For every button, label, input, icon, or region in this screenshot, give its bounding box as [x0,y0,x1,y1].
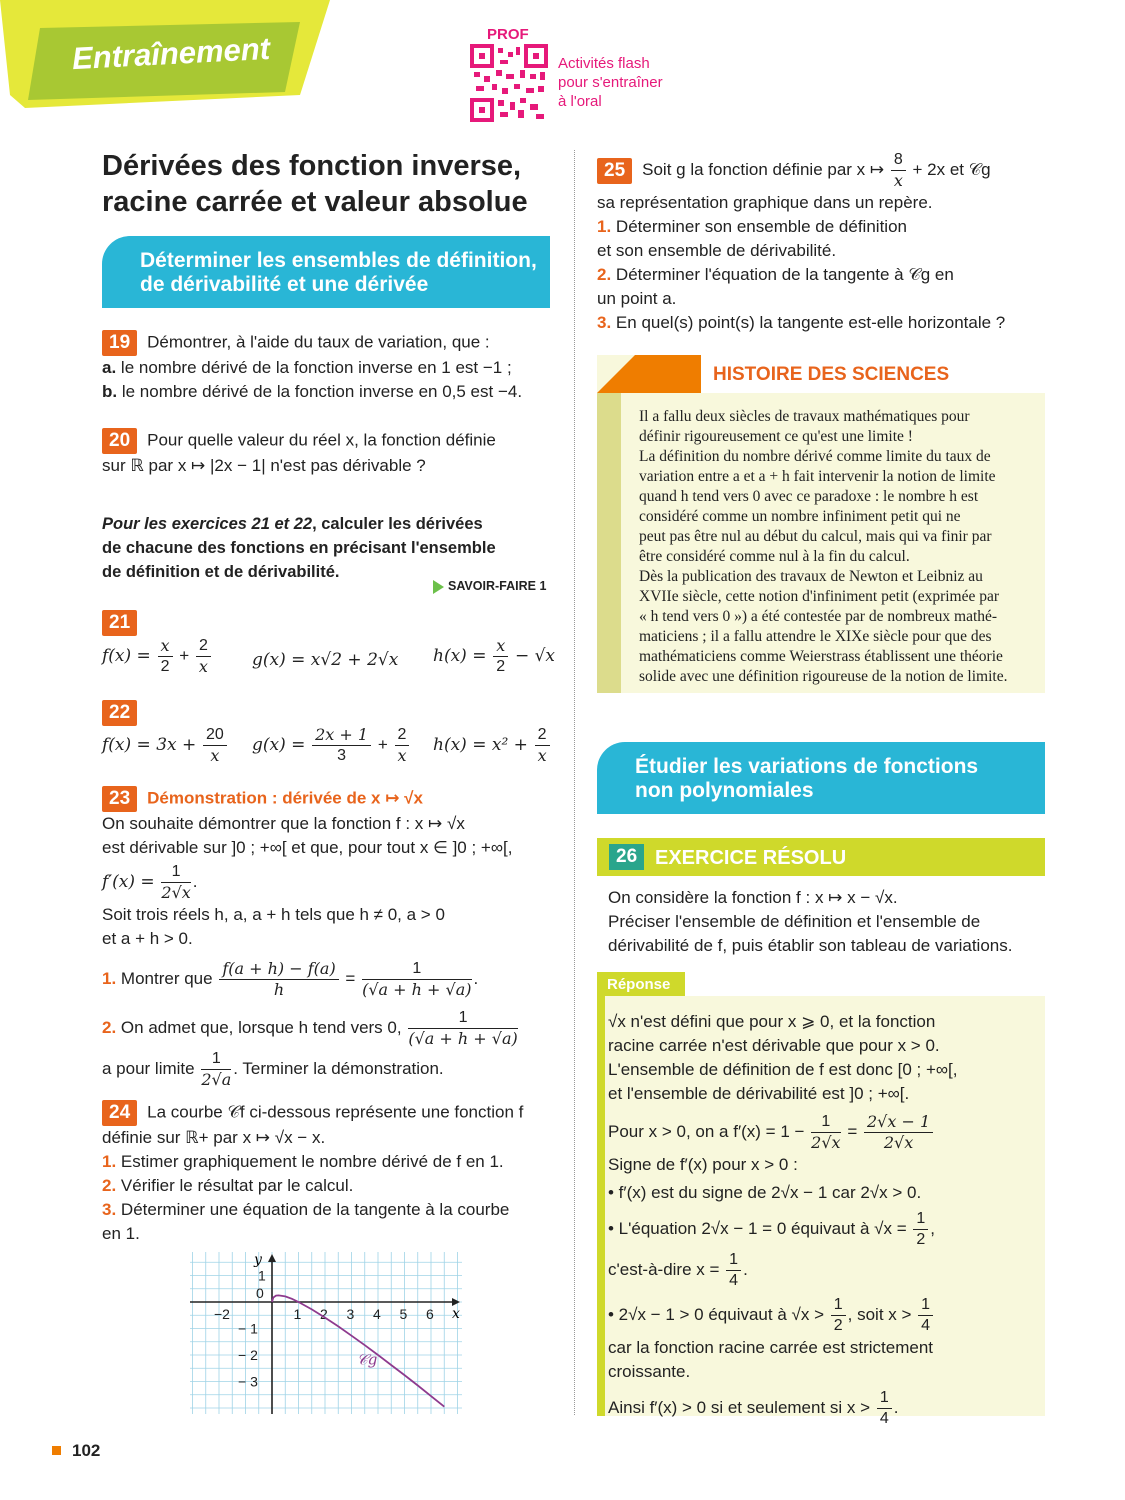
item-text: Montrer que [120,968,213,988]
y-tick-label: − 3 [238,1373,258,1390]
fraction: $\frac{1}{4}$ [877,1388,892,1429]
histoire-line: maticiens ; il a fallu attendre le XIXe siècle pour que des [639,628,992,645]
exercise-22 [102,700,147,726]
ex22-h [433,725,552,766]
fraction: $\frac{1}{2}$ [831,1295,846,1336]
formula-text: . [893,1397,899,1417]
reponse-box [597,996,1045,1427]
item-text: Déterminer une équation de la tangente à la courbe [120,1200,510,1219]
exercise-number: 21 [102,610,137,636]
reponse-line: • L'équation 2√x − 1 = 0 équivaut à √x = [608,1218,907,1238]
function-graph [190,1252,462,1414]
item-text: En quel(s) point(s) la tangente est-elle horizontale ? [615,313,1006,332]
histoire-line: quand h tend vers 0 avec ce paradoxe : le nombre h est [639,488,979,505]
formula-text: + [377,734,388,754]
item-label: 1. [597,217,612,236]
item-label: 3. [102,1200,117,1219]
exercise-text: sa représentation graphique dans un repère. [597,193,933,212]
formula-text: − √x [514,645,556,666]
reponse-line: et l'ensemble de dérivabilité est ]0 ; +∞[. [608,1084,910,1103]
exercise-text: On considère la fonction f : x ↦ x − √x. [608,888,898,907]
histoire-box [597,355,1045,693]
histoire-line: XVIIe siècle, cette notion d'infiniment petit (exprimée par [639,588,1000,605]
instructions-text: , calculer les dérivées [312,515,483,533]
formula-text: f(x) = [102,645,151,666]
x-tick-label: 5 [399,1306,408,1322]
reponse-tag: Réponse [597,972,685,996]
fraction: $\frac{1}{(√a + h + √a)}$ [362,960,472,999]
fraction: $\frac{8}{x}$ [891,150,906,191]
exercise-text: dérivabilité de f, puis établir son tableau de variations. [608,936,1013,955]
y-tick-label: 1 [258,1267,266,1284]
exercise-number: 23 [102,786,137,812]
fraction: $\frac{1}{4}$ [918,1295,933,1336]
instructions [102,512,552,584]
fraction: $\frac{1}{2√x}$ [161,863,191,902]
header-tab-label: Entraînement [71,30,271,77]
item-label: 2. [597,265,612,284]
x-tick-label: 6 [426,1306,434,1322]
x-tick-label: 0 [256,1285,264,1301]
formula-text: h(x) = x² + [433,734,528,755]
exercise-23: 23 Démonstration : dérivée de x ↦ √x On souhaite démontrer que la fonction f : x ↦ √x est dérivable sur ]0 ; +∞[ et que, pour tout x ∈ ]0 ; +∞[, f′(x) = $\frac{1}{2√x}$ . Soit trois réels h, a, a + h tels que h ≠ 0, a > 0 et a + h > 0. 1. Montrer que $\frac{f(a + h) - f(a)}{h}$ = $\frac{1}{(√a + h + √a)}$ . 2. On admet que, lorsque h tend vers 0, $\frac{1}{(√a + h + √a)}$ a pour limite $\frac{1}{2√a}$ . Terminer la démonstration. [102,786,562,1090]
histoire-line: être considéré comme nul à la fin du calcul. [639,548,910,565]
exercise-text: Démontrer, à l'aide du taux de variation, que : [147,332,490,352]
exercise-text: On souhaite démontrer que la fonction f : x ↦ √x [102,814,465,833]
item-label: 3. [597,313,612,332]
exercise-title: Démonstration : dérivée de x ↦ √x [147,788,423,808]
exercise-26-header [597,838,1045,876]
item-text: un point a. [597,289,677,308]
formula-text: = [847,1121,858,1141]
x-tick-label: −2 [214,1306,230,1322]
item-text: le nombre dérivé de la fonction inverse en 1 est −1 ; [120,358,512,377]
item-text: On admet que, lorsque h tend vers 0, [120,1017,402,1037]
qr-caption [558,54,663,111]
formula-text: + [179,645,190,665]
exercise-text: + 2x et 𝒞g [912,159,991,179]
fraction: $\frac{2}{x}$ [395,725,410,766]
chapter-title-line: racine carrée et valeur absolue [102,186,528,218]
graph-background [190,1252,462,1414]
exercise-text: et a + h > 0. [102,929,193,948]
histoire-text [639,407,1031,687]
fraction: $\frac{20}{x}$ [203,725,227,766]
reponse-line: L'ensemble de définition de f est donc [0 ; +∞[, [608,1060,958,1079]
item-label: 2. [102,1176,117,1195]
item-text: Estimer graphiquement le nombre dérivé de f en 1. [120,1152,504,1171]
exercise-title: EXERCICE RÉSOLU [655,847,847,869]
y-axis-label: y [254,1252,262,1268]
formula-text: f′(x) = [102,871,155,892]
reponse-line: Signe de f′(x) pour x > 0 : [608,1155,798,1174]
histoire-line: La définition du nombre dérivé comme limite du taux de [639,448,991,465]
formula-text: h(x) = [433,645,487,666]
exercise-19 [102,330,562,404]
item-label: 2. [102,1017,117,1037]
histoire-line: peut pas être nul au début du calcul, mais qui va finir par [639,528,992,545]
section-heading-line: non polynomiales [635,779,814,802]
qr-caption-line: Activités flash [558,55,650,72]
chapter-title-line: Dérivées des fonction inverse, [102,150,522,182]
x-tick-label: 2 [320,1306,328,1322]
histoire-line: Il a fallu deux siècles de travaux mathématiques pour [639,408,970,425]
item-label: 1. [102,968,117,988]
fraction: $\frac{2}{x}$ [196,636,211,677]
reponse-line: croissante. [608,1362,691,1381]
exercise-text: La courbe 𝒞f ci-dessous représente une fonction f [147,1102,524,1122]
ex22-g [252,725,411,766]
histoire-line: définir rigoureusement ce qu'est une limite ! [639,428,913,445]
reponse-line: Pour x > 0, on a f′(x) = 1 − [608,1121,805,1141]
exercise-text: sur ℝ par x ↦ |2x − 1| n'est pas dérivable ? [102,456,426,475]
formula-text: , [930,1218,936,1238]
histoire-line: « h tend vers 0 ») a été contestée par de nombreux mathé- [639,608,998,625]
exercise-20 [102,428,562,478]
ex22-f [102,725,229,766]
section-heading-line: de dérivabilité et une dérivée [140,273,429,296]
fraction: $\frac{2√x - 1}{2√x}$ [864,1112,933,1153]
exercise-26-statement [608,886,1048,958]
reponse-line: car la fonction racine carrée est strictement [608,1338,934,1357]
x-axis-label: x [452,1306,460,1322]
item-text: Déterminer son ensemble de définition [615,217,907,236]
section-heading-line: Déterminer les ensembles de définition, [140,249,537,272]
reponse-line: Ainsi f′(x) > 0 si et seulement si x > [608,1397,871,1417]
qr-label: PROF [487,26,529,43]
reponse-line: racine carrée n'est dérivable que pour x > 0. [608,1036,940,1055]
x-tick-label: 4 [373,1306,381,1322]
reponse-line: • f′(x) est du signe de 2√x − 1 car 2√x > 0. [608,1183,922,1202]
fraction: $\frac{2x + 1}{3}$ [312,725,371,766]
reponse-line: c'est-à-dire x = [608,1259,720,1279]
histoire-line: considéré comme un nombre infiniment petit qui ne [639,508,961,525]
y-tick-label: − 2 [238,1347,258,1363]
play-icon [433,580,444,594]
formula-text: , soit x > [847,1304,912,1324]
savoir-faire-link[interactable] [433,579,546,594]
chapter-title [102,148,528,220]
fraction: $\frac{1}{2}$ [913,1209,928,1250]
instructions-italic: Pour les exercices 21 et 22 [102,515,313,533]
exercise-text: Pour quelle valeur du réel x, la fonction définie [147,430,496,450]
item-label: a. [102,358,117,377]
qr-caption-line: à l'oral [558,93,602,110]
item-text: a pour limite [102,1058,195,1078]
instructions-text: de définition et de dérivabilité. [102,563,340,581]
item-text: en 1. [102,1224,140,1243]
exercise-21 [102,610,552,636]
fraction: $\frac{x}{2}$ [158,636,173,677]
fraction: $\frac{1}{4}$ [726,1250,741,1291]
histoire-line: Dès la publication des travaux de Newton et Leibniz au [639,568,983,585]
page-number: 102 [72,1441,101,1460]
section-heading-2 [597,742,1045,814]
item-text: et son ensemble de dérivabilité. [597,241,837,260]
histoire-line: variation entre a et a + h fait intervenir la notion de limite [639,468,996,485]
fraction: $\frac{1}{2√a}$ [201,1050,232,1089]
item-text: Vérifier le résultat par le calcul. [120,1176,354,1195]
formula-text: f(x) = 3x + [102,734,197,755]
fraction: $\frac{x}{2}$ [493,636,508,677]
exercise-number: 22 [102,700,137,726]
exercise-text: Soit g la fonction définie par x ↦ [642,159,885,179]
exercise-text: définie sur ℝ+ par x ↦ √x − x. [102,1128,326,1147]
exercise-number: 20 [102,428,137,454]
fraction: $\frac{1}{2√x}$ [811,1113,841,1152]
formula-text: . [743,1259,748,1279]
item-label: 1. [102,1152,117,1171]
item-label: b. [102,382,118,401]
exercise-25 [597,150,1037,335]
histoire-title: HISTOIRE DES SCIENCES [701,355,1045,393]
exercise-number: 19 [102,330,137,356]
fraction: $\frac{2}{x}$ [535,725,550,766]
exercise-number: 26 [609,844,644,870]
x-tick-label: 1 [293,1306,302,1322]
histoire-line: solide avec une définition rigoureuse de la notion de limite. [639,668,1008,685]
page-marker [52,1446,61,1455]
header-tab [0,0,330,110]
histoire-side-bar [597,393,621,693]
formula-text: = [345,968,356,988]
reponse-line: • 2√x − 1 > 0 équivaut à √x > [608,1304,824,1324]
section-heading-line: Étudier les variations de fonctions [635,755,979,778]
qr-caption-line: pour s'entraîner [558,74,663,91]
x-tick-label: 3 [346,1306,355,1322]
ex21-h [433,636,555,677]
fraction: $\frac{1}{(√a + h + √a)}$ [408,1009,518,1048]
item-text: . Terminer la démonstration. [233,1058,444,1078]
exercise-text: Préciser l'ensemble de définition et l'ensemble de [608,912,981,931]
item-text: Déterminer l'équation de la tangente à 𝒞g en [615,265,954,284]
instructions-text: de chacune des fonctions en précisant l'ensemble [102,539,496,557]
reponse-line: √x n'est défini que pour x ⩾ 0, et la fonction [608,1012,936,1031]
curve-label: 𝒞g [356,1350,378,1369]
exercise-text: est dérivable sur ]0 ; +∞[ et que, pour tout x ∈ ]0 ; +∞[, [102,838,513,857]
ex21-g: g(x) = x√2 + 2√x [252,650,399,670]
savoir-faire-label: SAVOIR-FAIRE 1 [448,579,547,593]
formula-text: g(x) = [252,734,306,755]
fraction: $\frac{f(a + h) - f(a)}{h}$ [219,959,338,1000]
ex21-f [102,636,213,677]
exercise-number: 25 [597,158,632,184]
exercise-text: Soit trois réels h, a, a + h tels que h ≠ 0, a > 0 [102,905,445,924]
exercise-number: 24 [102,1100,137,1126]
item-text: le nombre dérivé de la fonction inverse en 0,5 est −4. [121,382,523,401]
y-tick-label: − 1 [238,1320,258,1337]
exercise-24 [102,1100,562,1246]
column-divider [574,150,575,1415]
section-heading-1 [102,236,550,308]
histoire-line: mathématiciens comme Weierstrass établissent une théorie [639,648,1003,665]
qr-code-icon[interactable] [470,44,548,122]
histoire-corner [597,355,701,393]
